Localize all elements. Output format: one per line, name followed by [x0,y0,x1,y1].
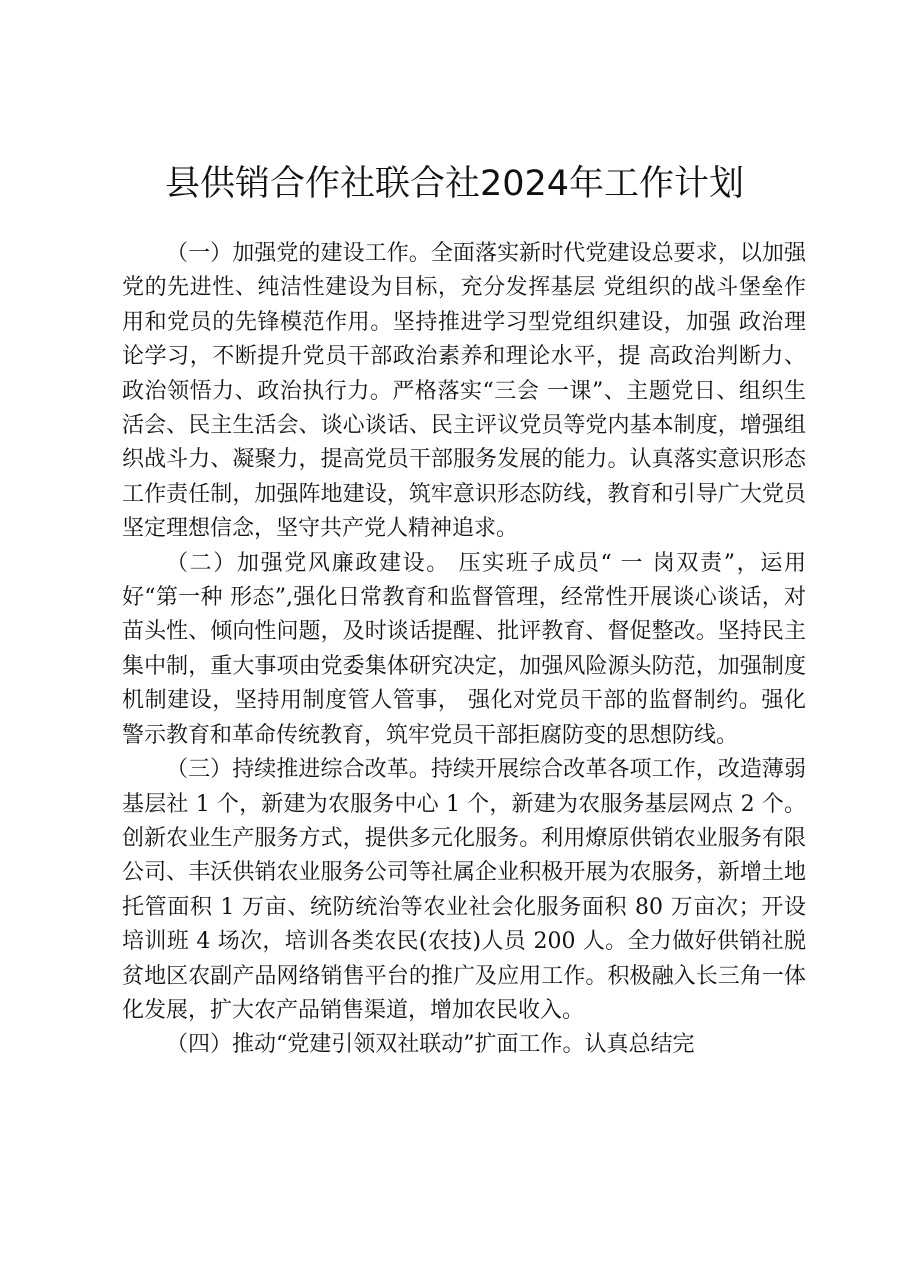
paragraph-comprehensive-reform [122,753,806,1028]
document-body [122,237,806,1063]
paragraph-heading: （四）推动“党建引领双社联动”扩面工作。 [166,1032,585,1058]
paragraph-dual-cooperative [122,1028,806,1062]
paragraph-text: 全面落实新时代党建设总要求，以加强党的先进性、纯洁性建设为目标，充分发挥基层 党组织的战斗堡垒作用和党员的先锋模范作用。坚持推进学习型党组织建设，加强 政治理论学习，不断提升党员干部政治素养和理论水平，提 高政治判断力、政治领悟力、政治执行力。严格落实“三会 一课”、主题党日、组织生活会、民主生活会、谈心谈话、民主评议党员等党内基本制度，增强组织战斗力、凝聚力，提高党员干部服务发展的能力。认真落实意识形态工作责任制，加强阵地建设，筑牢意识形态防线，教育和引导广大党员坚定理想信念，坚守共产党人精神追求。 [122,241,806,542]
paragraph-party-building [122,237,806,547]
paragraph-text: 压实班子成员“ 一 岗双责”，运用好“第一种 形态”,强化日常教育和监督管理，经常性开展谈心谈话，对苗头性、倾向性问题，及时谈话提醒、批评教育、督促整改。坚持民主集中制，重大事项由党委集体研究决定，加强风险源头防范，加强制度机制建设，坚持用制度管人管事， 强化对党员干部的监督制约。强化警示教育和革命传统教育，筑牢党员干部拒腐防变的思想防线。 [122,550,806,748]
paragraph-text: 持续开展综合改革各项工作，改造薄弱基层社 1 个，新建为农服务中心 1 个，新建为农服务基层网点 2 个。创新农业生产服务方式，提供多元化服务。利用燎原供销农业服务有限公司、丰沃供销农业服务公司等社属企业积极开展为农服务，新增土地托管面积 1 万亩、统防统治等农业社会化服务面积 80 万亩次；开设培训班 4 场次，培训各类农民(农技)人员 200 人。全力做好供销社脱贫地区农副产品网络销售平台的推广及应用工作。积极融入长三角一体化发展，扩大农产品销售渠道，增加农民收入。 [122,757,806,1023]
document-title: 县供销合作社联合社2024年工作计划 [164,164,745,204]
paragraph-heading: （一）加强党的建设工作。 [166,241,431,266]
paragraph-text: 认真总结完 [584,1032,695,1058]
paragraph-heading: （三）持续推进综合改革。 [166,757,431,783]
paragraph-integrity-building [122,547,806,753]
paragraph-heading: （二）加强党风廉政建设。 [166,550,450,576]
